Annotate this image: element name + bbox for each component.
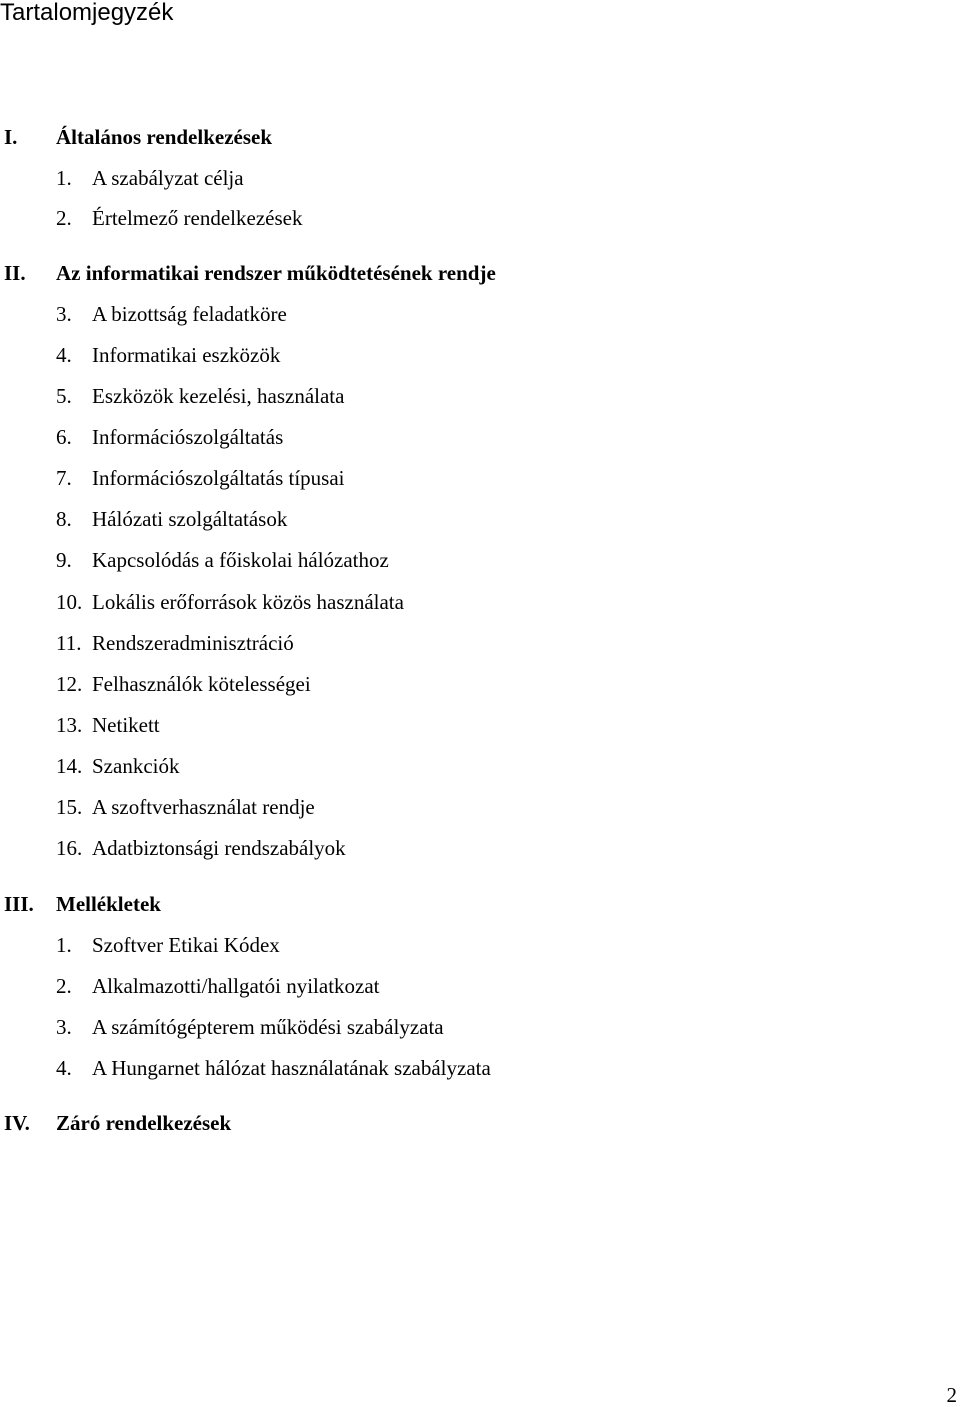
item-number: 9. [56,548,72,572]
item-number: 8. [56,507,72,531]
section-number: III. [4,892,34,916]
item-number: 7. [56,466,72,490]
item-number: 1. [56,933,72,957]
item-title: A Hungarnet hálózat használatának szabályzata [92,1056,491,1080]
item-title: A számítógépterem működési szabályzata [92,1015,444,1039]
item-number: 2. [56,974,72,998]
section-title: Záró rendelkezések [56,1111,232,1135]
item-title: Hálózati szolgáltatások [92,507,288,531]
item-title: Szoftver Etikai Kódex [92,933,280,957]
item-number: 13. [56,713,83,737]
item-title: A bizottság feladatköre [92,302,287,326]
item-title: Felhasználók kötelességei [92,672,311,696]
item-number: 4. [56,1056,72,1080]
section-number: II. [4,261,26,285]
item-title: Alkalmazotti/hallgatói nyilatkozat [92,974,380,998]
item-title: Rendszeradminisztráció [92,631,294,655]
item-number: 11. [56,631,82,655]
item-number: 15. [56,795,83,819]
item-title: Értelmező rendelkezések [92,206,303,230]
page-number: 2 [946,1383,957,1407]
item-number: 1. [56,166,72,190]
item-number: 12. [56,672,83,696]
item-title: Szankciók [92,754,180,778]
item-title: Informatikai eszközök [92,343,281,367]
item-title: Eszközök kezelési, használata [92,384,345,408]
item-number: 4. [56,343,72,367]
item-title: Információszolgáltatás típusai [92,466,345,490]
item-title: Lokális erőforrások közös használata [92,590,404,614]
item-title: Netikett [92,713,160,737]
item-title: A szoftverhasználat rendje [92,795,315,819]
item-number: 14. [56,754,83,778]
item-number: 16. [56,836,83,860]
section-title: Általános rendelkezések [56,125,273,149]
item-title: Adatbiztonsági rendszabályok [92,836,346,860]
page-title: Tartalomjegyzék [0,0,174,26]
section-title: Mellékletek [56,892,161,916]
section-number: I. [4,125,18,149]
item-number: 3. [56,302,72,326]
section-number: IV. [4,1111,30,1135]
item-number: 3. [56,1015,72,1039]
item-title: Információszolgáltatás [92,425,284,449]
item-number: 10. [56,590,83,614]
item-title: A szabályzat célja [92,166,244,190]
item-number: 5. [56,384,72,408]
item-number: 6. [56,425,72,449]
section-title: Az informatikai rendszer működtetésének rendje [56,261,496,285]
item-title: Kapcsolódás a főiskolai hálózathoz [92,548,389,572]
item-number: 2. [56,206,72,230]
